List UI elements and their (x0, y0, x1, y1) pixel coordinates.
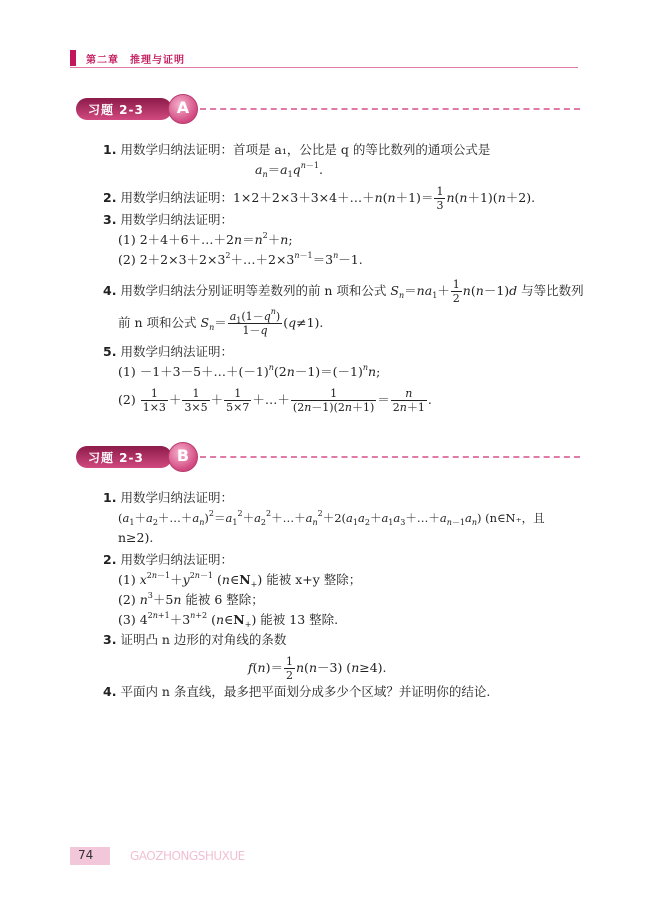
a-q5-1-label: (1) (118, 364, 136, 379)
b-q2-number: 2. (103, 552, 117, 567)
b-q1-formula: $(a_1+a_2+\dots+a_n)^2=a_1^2+a_2^2+\dots+a_n^2+2(a_1a_2+a_1a_3+\dots+a_{n-1}a_n)$ (n∈N₊，且 (118, 509, 545, 527)
a-q3-2-label: (2) (118, 252, 136, 267)
a-q5-number: 5. (103, 344, 117, 359)
a-q4-text2: 与等比数列 (521, 283, 584, 298)
b-q2-2: (2) $n^3+5n$ 能被 6 整除； (118, 591, 264, 607)
b-q1-text: 用数学归纳法证明： (120, 490, 233, 505)
a-q3-2: (2) $2+2\times 3+2\times 3^2+\dots+2\times 3^{n-1}=3^n-1$. (118, 251, 363, 267)
section-a-divider (200, 108, 580, 110)
section-b-title: 习题 2-3 (88, 451, 144, 465)
b-q3-text: 证明凸 n 边形的对角线的条数 (120, 632, 287, 647)
b-q2-2-tail: 能被 6 整除； (185, 592, 264, 607)
section-a-badge (168, 94, 198, 124)
b-q3-formula: f(n)＝ $\frac{1}{2}$ n(n－3) (n≥4). (248, 655, 387, 682)
footer-watermark: GAOZHONGSHUXUE (130, 849, 245, 863)
a-q1-number: 1. (103, 142, 117, 157)
a-q3-number: 3. (103, 212, 117, 227)
a-q4: 4. 用数学归纳法分别证明等差数列的前 n 项和公式 $S_n=na_1+$ $\frac{1}{2}$ n(n－1)d 与等比数列 (103, 278, 584, 305)
b-q1 (103, 490, 233, 506)
page-header (70, 50, 578, 66)
b-q4-text: 平面内 n 条直线，最多把平面划分成多少个区域？并证明你的结论. (120, 684, 491, 699)
b-q2-text: 用数学归纳法证明： (120, 552, 233, 567)
a-q1 (103, 142, 490, 158)
page-number: 74 (78, 848, 94, 862)
b-q1-tail: (n∈N₊，且 (485, 511, 545, 525)
b-q2-3-label: (3) (118, 612, 136, 627)
a-q5-1: $(1) -1+3-5+\dots+(-1)^n(2n-1)=(-1)^nn$; (118, 363, 381, 379)
b-q1-line3 (118, 530, 153, 546)
b-q4-number: 4. (103, 684, 117, 699)
a-q5-text: 用数学归纳法证明： (120, 344, 233, 359)
b-q3-number: 3. (103, 632, 117, 647)
a-q4-text: 用数学归纳法分别证明等差数列的前 n 项和公式 (120, 283, 387, 298)
b-q2-3: (3) $4^{2n+1}+3^{n+2}$ $(n\in N_+)$ 能被 13 整除. (118, 611, 339, 629)
b-q2 (103, 552, 233, 568)
a-q2-number: 2. (103, 190, 117, 205)
section-a-title: 习题 2-3 (88, 103, 144, 117)
header-rule (70, 67, 578, 68)
b-q2-3-tail: 能被 13 整除. (260, 612, 339, 627)
b-q2-2-label: (2) (118, 592, 136, 607)
a-q5 (103, 344, 233, 360)
a-q1-formula: $a_n=a_1q^{n-1}$. (255, 161, 323, 179)
a-q4-line2-text: 前 n 项和公式 (118, 315, 197, 330)
b-q1-line3-text: n≥2). (118, 530, 154, 545)
a-q3-text: 用数学归纳法证明： (120, 212, 233, 227)
section-a-pill (76, 98, 172, 120)
b-q1-number: 1. (103, 490, 117, 505)
b-q4 (103, 684, 490, 700)
a-q3-1-label: (1) (118, 232, 136, 247)
section-b-badge (168, 442, 198, 472)
section-a-badge-letter: A (176, 98, 190, 117)
a-q5-2-label: (2) (118, 392, 136, 407)
a-q3 (103, 212, 233, 228)
a-q4-line2: 前 n 项和公式 $S_n=$ $\frac{a_1(1-q^n)}{1-q}$ (q≠1). (118, 307, 324, 337)
a-q1-text: 用数学归纳法证明：首项是 a₁，公比是 q 的等比数列的通项公式是 (120, 142, 491, 157)
section-b-pill (76, 446, 172, 468)
b-q2-1: (1) $x^{2n-1}+y^{2n-1}$ $(n\in N_+)$ 能被 x+y 整除； (118, 571, 362, 589)
chapter-title: 第二章 推理与证明 (86, 55, 185, 66)
a-q5-2: (2) $\frac{1}{1\times 3}$ ＋ $\frac{1}{3\times 5}$ ＋ $\frac{1}{5\times 7}$ ＋…＋ $\frac{1}{(2n-1)(2n+1)}$ ＝ $\frac{n}{2n+1}$ . (118, 387, 432, 414)
b-q2-1-tail: 能被 x+y 整除； (266, 572, 362, 587)
a-q2: 2. 用数学归纳法证明：1×2＋2×3＋3×4＋…＋n(n＋1)＝ $\frac{1}{3}$ n(n＋1)(n＋2). (103, 185, 536, 212)
a-q2-text: 用数学归纳法证明： (120, 190, 233, 205)
section-a-heading (76, 94, 580, 124)
section-b-badge-letter: B (176, 446, 190, 465)
page-number-box (70, 847, 110, 865)
b-q3 (103, 632, 286, 648)
section-b-heading (76, 442, 580, 472)
a-q4-number: 4. (103, 283, 117, 298)
a-q3-1: (1) $2+4+6+\dots+2n=n^2+n$; (118, 231, 293, 247)
page-footer (70, 847, 245, 865)
header-accent-bar (70, 50, 76, 66)
b-q2-1-label: (1) (118, 572, 136, 587)
section-b-divider (200, 456, 580, 458)
